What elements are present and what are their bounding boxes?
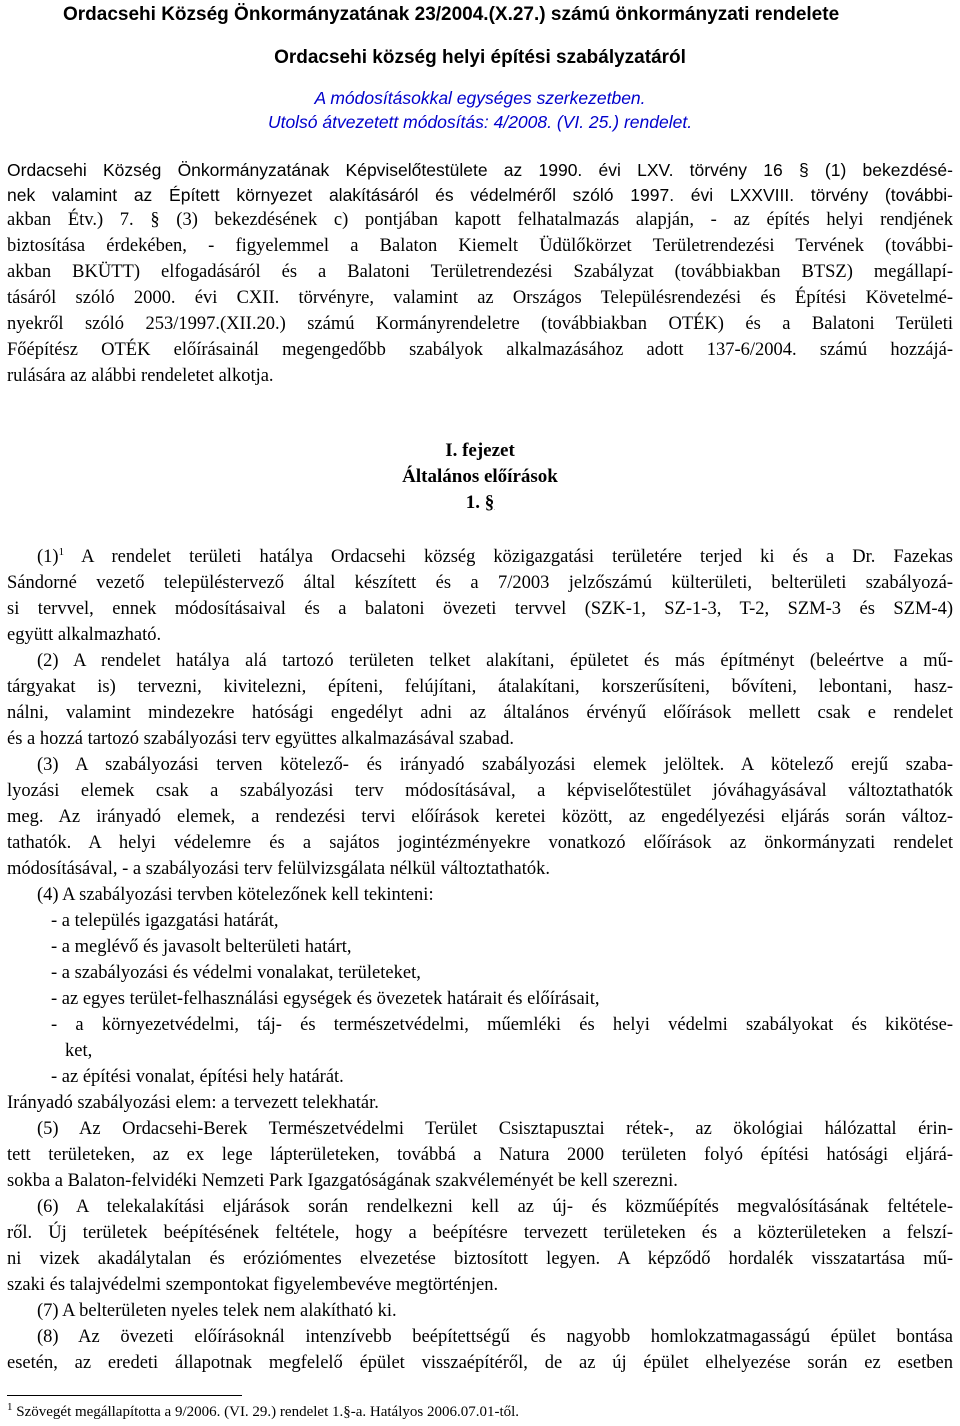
p6-line-4: szaki és talajvédelmi szempontokat figyelembevéve megtörténjen.: [7, 1275, 499, 1295]
last-amendment-note: Utolsó átvezetett módosítás: 4/2008. (VI. 25.) rendelet.: [267, 112, 693, 132]
p4-item-5-continued: ket,: [65, 1041, 93, 1061]
p5-line-1: (5) Az Ordacsehi-Berek Természetvédelmi Terület Csisztapusztai rétek-, az ökológiai hálózattal érin-: [37, 1119, 953, 1139]
p4-item-6: - az építési vonalat, építési hely határát.: [51, 1067, 344, 1087]
p6-line-3: ni vizek akadálytalan és eróziómentes elvezetése biztosított legyen. A képződő hordalék visszatartása mű-: [7, 1249, 953, 1269]
footnote-divider: [7, 1395, 242, 1396]
p2-line-3: nálni, valamint mindezekre hatósági engedélyt adni az általános érvényű előírások mellett csak e rendelet: [7, 703, 953, 723]
p1-line-1: $(1)^1$ A rendelet területi hatálya Ordacsehi község közigazgatási területére terjed ki és a Dr. Fazekas: [37, 545, 953, 567]
preamble-line-3: akban Étv.) 7. § (3) bekezdésének c) pontjában kapott felhatalmazás alapján, - az építés helyi rendjének: [7, 210, 953, 230]
section-sign: §: [484, 492, 495, 513]
p2-line-1: (2) A rendelet hatálya alá tartozó területen telket alakítani, épületet és más építményt (beleértve a mű-: [37, 651, 953, 671]
preamble-line-7: nyekről szóló 253/1997.(XII.20.) számú Kormányrendeletre (továbbiakban OTÉK) és a Balatoni Területi: [7, 314, 953, 334]
p8-line-1: (8) Az övezeti előírásoknál intenzívebb beépítettségű és nagyobb homlokzatmagasságú épület bontása: [37, 1327, 953, 1347]
p6-line-1: (6) A telekalakítási eljárások során rendelkezni kell az új- és közműépítés megvalósításának feltétele-: [37, 1197, 953, 1217]
preamble-line-1: Ordacsehi Község Önkormányzatának Képviselőtestülete az 1990. évi LXV. törvény 16 § (1) bekezdésé-: [7, 160, 953, 180]
p3-line-5: módosításával, - a szabályozási terv felülvizsgálata nélkül változtathatók.: [7, 859, 550, 879]
footnote: [7, 1403, 519, 1421]
footnote-text: Szövegét megállapította a 9/2006. (VI. 29.) rendelet 1.§-a. Hatályos 2006.07.01-től.: [12, 1404, 520, 1420]
p4-item-3: - a szabályozási és védelmi vonalakat, területeket,: [51, 963, 421, 983]
preamble-line-6: tásáról szóló 2000. évi CXII. törvényre, valamint az Országos Településrendezési és Építési Követelmé-: [7, 288, 953, 308]
preamble-line-9: rulására az alábbi rendeletet alkotja.: [7, 366, 274, 386]
p4-tail: Irányadó szabályozási elem: a tervezett telekhatár.: [7, 1093, 379, 1113]
p4-item-4: - az egyes terület-felhasználási egységek és övezetek határait és előírásait,: [51, 989, 600, 1009]
p6-line-2: ről. Új területek beépítésének feltétele, hogy a beépítésre tervezett területeken és a közterületeken a felszí-: [7, 1223, 953, 1243]
p4-item-5: - a környezetvédelmi, táj- és természetvédelmi, műemléki és helyi védelmi szabályokat és kikötése-: [51, 1015, 953, 1035]
p7-line-1: (7) A belterületen nyeles telek nem alakítható ki.: [37, 1301, 397, 1321]
preamble-line-2: nek valamint az Épített környezet alakításáról és védelméről szóló 1997. évi LXXVIII. törvény (további-: [7, 185, 953, 205]
preamble-line-5: akban BKÜTT) elfogadásáról és a Balatoni Területrendezési Szabályzat (továbbiakban BTSZ) megállapí-: [7, 262, 953, 282]
p3-line-4: tathatók. A helyi védelemre és a sajátos jogintézményekre vonatkozó előírások az önkormányzati rendelet: [7, 833, 953, 853]
footnote-ref[interactable]: 1: [58, 545, 65, 558]
p2-line-2: tárgyakat is) tervezni, kivitelezni, építeni, felújítani, átalakítani, korszerűsíteni, bővíteni, lebontani, hasz-: [7, 677, 953, 697]
p1-line-2: Sándorné vezető településtervező által készített és a 7/2003 jelzőszámú külterületi, belterületi szabályozá-: [7, 573, 953, 593]
p3-line-2: lyozási elemek csak a szabályozási terv módosításával, a képviselőtestület jóváhagyásával változtathatók: [7, 781, 953, 801]
p5-line-3: sokba a Balaton-felvidéki Nemzeti Park Igazgatóságának szakvéleményét be kell szerezni.: [7, 1171, 678, 1191]
p8-line-2: esetén, az eredeti állapotnak megfelelő épület visszaépítéről, de az új épület elhelyezése során ez esetben: [7, 1353, 953, 1373]
p4-intro: (4) A szabályozási tervben kötelezőnek kell tekinteni:: [37, 885, 434, 905]
document-title: Ordacsehi Község Önkormányzatának 23/2004.(X.27.) számú önkormányzati rendelete: [63, 4, 840, 25]
p2-line-4: és a hozzá tartozó szabályozási terv együttes alkalmazásával szabad.: [7, 729, 514, 749]
chapter-label: I. fejezet: [445, 440, 515, 461]
preamble-line-4: biztosítása érdekében, - figyelemmel a Balaton Kiemelt Üdülőkörzet Területrendezési Tervének (további-: [7, 236, 953, 256]
consolidation-note: A módosításokkal egységes szerkezetben.: [314, 88, 646, 108]
preamble-line-8: Főépítész OTÉK előírásainál megengedőbb szabályok alkalmazásához adott 137-6/2004. számú hozzájá-: [7, 340, 953, 360]
footnote-mark: 1: [7, 1401, 13, 1413]
p1-line-4: együtt alkalmazható.: [7, 625, 162, 645]
section-heading: [0, 490, 960, 516]
p3-line-1: (3) A szabályozási terven kötelező- és irányadó szabályozási elemek jelöltek. A kötelező erejű szaba-: [37, 755, 953, 775]
chapter-title: Általános előírások: [402, 466, 558, 487]
p4-item-2: - a meglévő és javasolt belterületi határt,: [51, 937, 352, 957]
p4-item-1: - a település igazgatási határát,: [51, 911, 279, 931]
document-subtitle: Ordacsehi község helyi építési szabályzatáról: [274, 47, 686, 68]
p5-line-2: tett területeken, az ex lege lápterületeken, továbbá a Natura 2000 területen folyó építési hatósági eljárá-: [7, 1145, 953, 1165]
section-number: 1.: [465, 492, 480, 513]
p3-line-3: meg. Az irányadó elemek, a rendezési tervi előírások keretei között, az engedélyezési eljárás során változ-: [7, 807, 953, 827]
p1-line-3: si tervvel, ennek módosításaival és a balatoni övezeti tervvel (SZK-1, SZ-1-3, T-2, SZM-3 és SZM-4): [7, 599, 953, 619]
